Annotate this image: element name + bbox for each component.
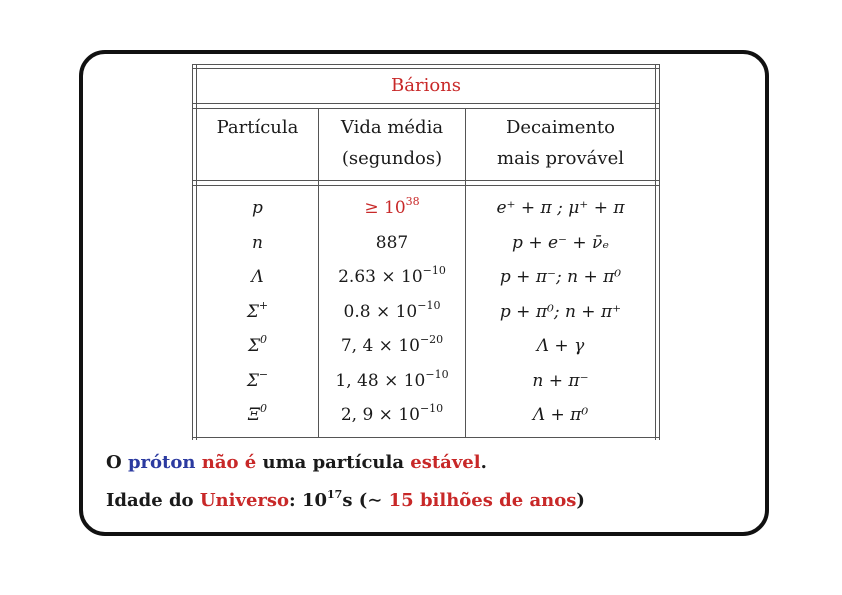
particle-cell: [197, 398, 318, 432]
lifetime-exponent: −10: [425, 367, 449, 381]
decay-cell: [466, 329, 655, 363]
table-border-right-outer: [659, 64, 660, 440]
lifetime-cell: [319, 295, 465, 329]
decay-cell: [466, 260, 655, 294]
lifetime-exponent: −10: [417, 298, 441, 312]
note2-number: 15: [388, 490, 414, 511]
table-border-left-outer: [192, 64, 193, 440]
header-decay-line2: mais provável: [497, 148, 624, 169]
title-rule-2: [192, 108, 660, 109]
decay-channel: p + π⁰; n + π⁺: [499, 301, 622, 322]
decay-channel: e⁺ + π ; μ⁺ + π: [496, 198, 625, 218]
particle-cell: [197, 260, 318, 294]
lifetime-cell: [319, 260, 465, 294]
lifetime-mantissa: 887: [375, 232, 409, 253]
particle-charge: 0: [259, 402, 267, 415]
particle-symbol: n: [252, 232, 263, 253]
header-rule-2: [192, 185, 660, 186]
note2-close-paren: ): [576, 490, 585, 511]
note1-word-o: O: [106, 452, 122, 473]
header-rule-1: [192, 180, 660, 181]
lifetime-mantissa: 2.63 × 10: [338, 267, 423, 287]
lifetime-cell: [319, 398, 465, 432]
table-title: Bárions: [391, 75, 461, 96]
particle-cell: [197, 226, 318, 260]
lifetime-mantissa: ≥ 10: [364, 198, 406, 218]
note2-power-exp: 17: [327, 488, 343, 501]
note2-power-base: 10: [301, 490, 328, 511]
particle-symbol: Ξ: [248, 405, 260, 425]
particle-symbol: Λ: [251, 267, 264, 287]
lifetime-exponent: 38: [405, 195, 420, 208]
header-decay-line1: Decaimento: [505, 117, 616, 138]
particle-cell: [197, 191, 318, 225]
lifetime-exponent: −10: [422, 264, 446, 277]
decay-cell: [466, 295, 655, 329]
particle-charge: +: [258, 298, 269, 312]
note1-word-nao-e: não é: [201, 452, 257, 473]
note2-word-universo: Universo: [199, 490, 290, 511]
particle-symbol: Σ: [247, 336, 261, 356]
title-rule-1: [192, 103, 660, 104]
particle-symbol: Σ: [246, 301, 259, 322]
table-border-top-inner: [192, 68, 660, 69]
note1-word-estavel: estável: [410, 452, 481, 473]
lifetime-mantissa: 2, 9 × 10: [340, 405, 420, 425]
note-universe-age: [106, 490, 585, 511]
lifetime-cell: [319, 329, 465, 363]
note-proton: [106, 452, 487, 473]
decay-channel: Λ + γ: [536, 336, 585, 356]
header-particle-label: Partícula: [216, 117, 299, 138]
header-decay: [466, 112, 655, 174]
particle-charge: 0: [260, 333, 268, 346]
decay-cell: [466, 398, 655, 432]
table-border-right-inner: [655, 64, 656, 440]
note2-colon: :: [289, 490, 296, 511]
decay-channel: n + π⁻: [532, 370, 589, 391]
particle-cell: [197, 329, 318, 363]
note1-period: .: [480, 452, 487, 473]
table-border-top-outer: [192, 64, 660, 65]
header-lifetime: [319, 112, 465, 174]
header-particle: [197, 112, 318, 143]
decay-channel: p + π⁻; n + π⁰: [499, 267, 622, 287]
lifetime-cell: [319, 364, 465, 398]
note1-word-particula: uma partícula: [262, 452, 404, 473]
lifetime-exponent: −10: [419, 402, 444, 415]
particle-symbol: Σ: [246, 370, 259, 391]
lifetime-mantissa: 0.8 × 10: [343, 301, 418, 322]
lifetime-exponent: −20: [419, 333, 444, 346]
particle-charge: −: [258, 367, 269, 381]
decay-channel: p + e⁻ + ν̄ₑ: [512, 232, 609, 253]
baryons-table: [192, 64, 660, 440]
decay-channel: Λ + π⁰: [532, 405, 589, 425]
particle-cell: [197, 295, 318, 329]
lifetime-cell: [319, 226, 465, 260]
decay-cell: [466, 191, 655, 225]
lifetime-mantissa: 7, 4 × 10: [340, 336, 420, 356]
note2-billions: bilhões de anos: [419, 490, 577, 511]
note2-word-idade: Idade do: [106, 490, 194, 511]
particle-symbol: p: [252, 198, 263, 218]
lifetime-cell: [319, 191, 465, 225]
note1-word-proton: próton: [127, 452, 196, 473]
table-border-bottom: [192, 437, 660, 438]
decay-cell: [466, 364, 655, 398]
note2-seconds: s (∼: [342, 490, 383, 511]
decay-cell: [466, 226, 655, 260]
header-lifetime-line1: Vida média: [340, 117, 444, 138]
header-lifetime-line2: (segundos): [341, 148, 443, 169]
particle-cell: [197, 364, 318, 398]
lifetime-mantissa: 1, 48 × 10: [335, 370, 426, 391]
